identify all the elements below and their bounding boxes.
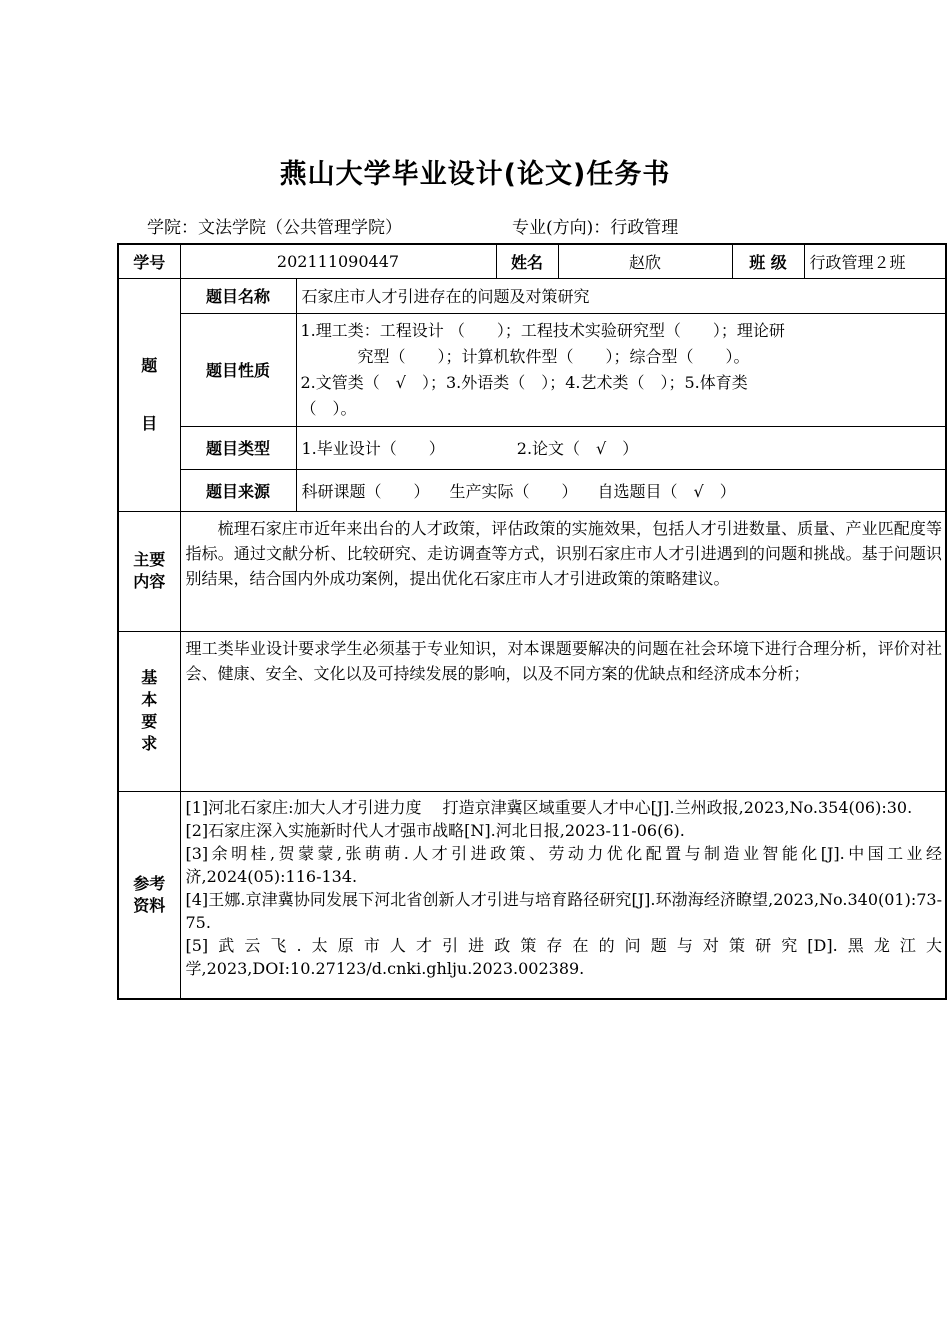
requirements-label-char-1: 基 <box>141 668 158 687</box>
nature-line-3: 2.文管类（ √ ）；3.外语类（ ）；4.艺术类（ ）；5.体育类 <box>300 372 748 392</box>
type-option-design: 1.毕业设计（ ） <box>301 439 445 458</box>
topic-source-label: 题目来源 <box>180 469 296 511</box>
document-title: 燕山大学毕业设计(论文)任务书 <box>279 159 671 190</box>
references-list <box>180 791 946 999</box>
requirements-label-char-2: 本 <box>141 690 158 709</box>
type-option-thesis: 2.论文（ √ ） <box>516 439 639 458</box>
student-info-row <box>118 244 946 278</box>
main-content-text <box>180 511 946 631</box>
main-content-label <box>118 511 180 631</box>
student-id-label: 学号 <box>118 244 180 278</box>
student-name-label: 姓名 <box>496 244 558 278</box>
main-content-row <box>118 511 946 631</box>
student-name-value: 赵欣 <box>558 244 732 278</box>
requirements-label <box>118 631 180 791</box>
nature-line-2: 究型（ ）；计算机软件型（ ）；综合型（ ）。 <box>357 346 750 366</box>
topic-type-row <box>118 426 946 469</box>
topic-nature-row <box>118 313 946 426</box>
source-option-self: 自选题目（ √ ） <box>597 481 736 501</box>
references-label-line-2: 资料 <box>133 895 166 915</box>
main-content-label-line-2: 内容 <box>133 572 166 591</box>
main-content-label-line-1: 主要 <box>133 550 166 569</box>
major-info: 专业(方向)：行政管理 <box>512 218 679 238</box>
requirements-label-char-3: 要 <box>141 712 158 731</box>
topic-nature-label: 题目性质 <box>180 313 296 426</box>
requirements-text <box>180 631 946 791</box>
requirements-paragraph: 理工类毕业设计要求学生必须基于专业知识，对本课题要解决的问题在社会环境下进行合理分析，评价对社会、健康、安全、文化以及可持续发展的影响，以及不同方案的优缺点和经济成本分析； <box>185 638 943 683</box>
topic-name-value: 石家庄市人才引进存在的问题及对策研究 <box>296 278 946 313</box>
reference-item: [2]石家庄深入实施新时代人才强市战略[N].河北日报,2023-11-06(6). <box>185 820 685 840</box>
college-info: 学院：文法学院（公共管理学院） <box>147 218 402 238</box>
topic-source-options <box>296 469 946 511</box>
reference-item: [1]河北石家庄:加大人才引进力度 打造京津冀区域重要人才中心[J].兰州政报,2023,No.354(06):30. <box>185 797 913 817</box>
class-label: 班 级 <box>732 244 804 278</box>
task-form-table <box>117 243 947 1000</box>
requirements-row <box>118 631 946 791</box>
topic-section-label <box>118 278 180 511</box>
topic-name-row <box>118 278 946 313</box>
references-label <box>118 791 180 999</box>
references-row <box>118 791 946 999</box>
source-option-production: 生产实际（ ） <box>449 481 578 501</box>
nature-line-4: （ ）。 <box>300 398 357 418</box>
topic-section-char-2: 目 <box>141 413 158 433</box>
reference-item: [4]王娜.京津冀协同发展下河北省创新人才引进与培育路径研究[J].环渤海经济瞭望,2023,No.340(01):73-75. <box>185 889 943 932</box>
nature-line-1: 1.理工类：工程设计 （ ）；工程技术实验研究型（ ）；理论研 <box>300 320 785 340</box>
reference-item: [3]余明桂,贺蒙蒙,张萌萌.人才引进政策、劳动力优化配置与制造业智能化[J].中国工业经济,2024(05):116-134. <box>185 843 943 886</box>
topic-type-label: 题目类型 <box>180 426 296 469</box>
main-content-paragraph: 梳理石家庄市近年来出台的人才政策，评估政策的实施效果，包括人才引进数量、质量、产业匹配度等指标。通过文献分析、比较研究、走访调查等方式，识别石家庄市人才引进遇到的问题和挑战。基于问题识别结果，结合国内外成功案例，提出优化石家庄市人才引进政策的策略建议。 <box>185 518 943 588</box>
references-label-line-1: 参考 <box>133 873 166 893</box>
topic-type-options <box>296 426 946 469</box>
topic-nature-options <box>296 313 946 426</box>
topic-source-row <box>118 469 946 511</box>
class-value: 行政管理２班 <box>804 244 946 278</box>
student-id-value: 202111090447 <box>180 244 496 278</box>
topic-name-label: 题目名称 <box>180 278 296 313</box>
requirements-label-char-4: 求 <box>141 734 158 753</box>
source-option-research: 科研课题（ ） <box>301 481 430 501</box>
reference-item: [5]武云飞.太原市人才引进政策存在的问题与对策研究[D].黑龙江大学,2023,DOI:10.27123/d.cnki.ghlju.2023.002389. <box>185 935 943 978</box>
topic-section-char-1: 题 <box>141 355 158 375</box>
